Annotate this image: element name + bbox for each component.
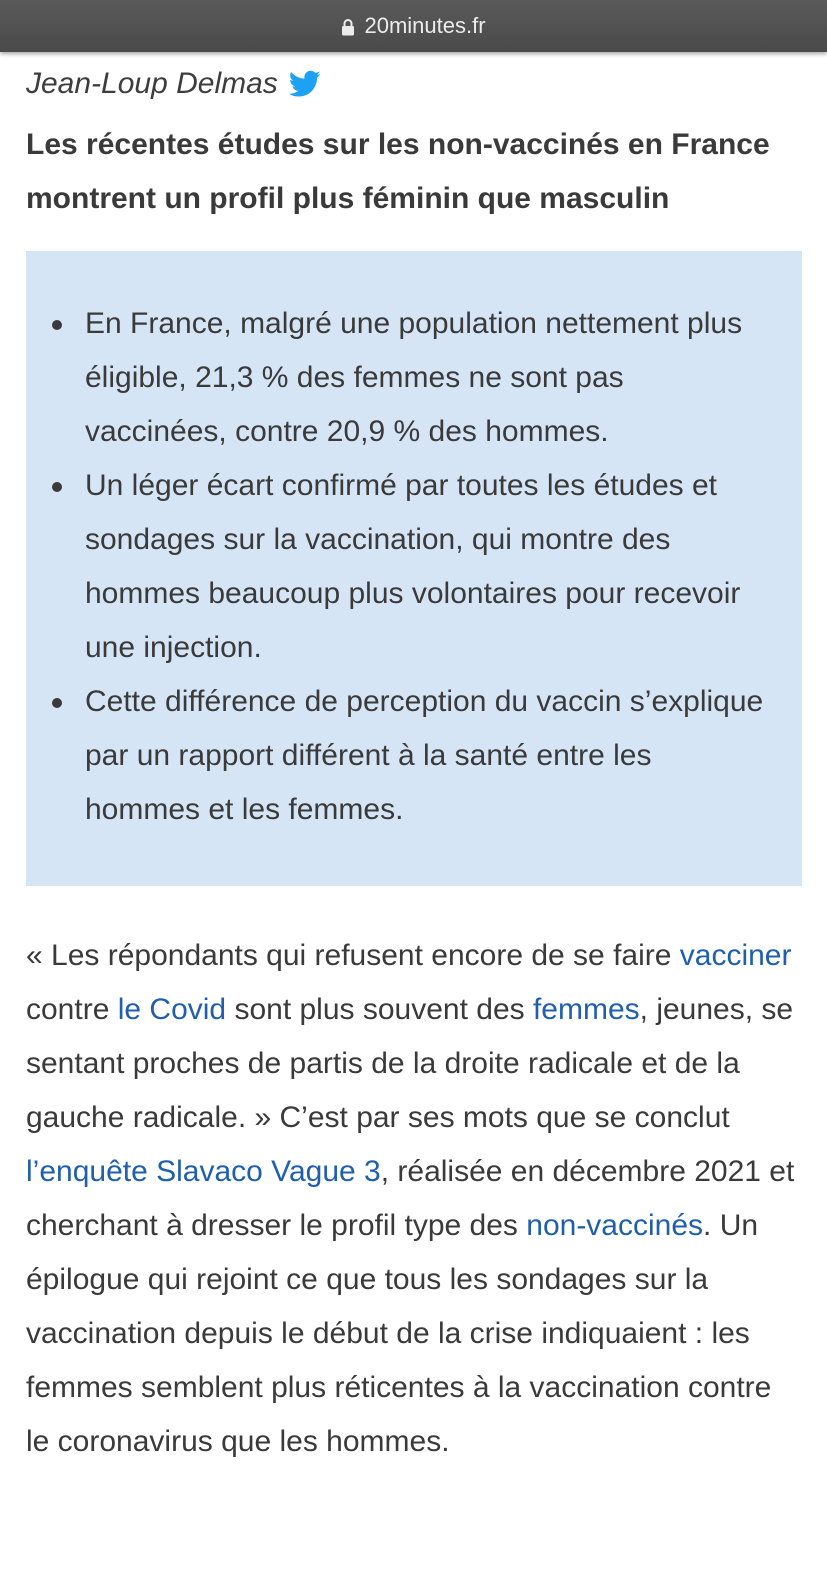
summary-item bbox=[48, 297, 772, 459]
paragraph-text: sont plus souvent des bbox=[226, 993, 533, 1026]
article bbox=[26, 52, 802, 1499]
summary-item bbox=[48, 459, 772, 675]
paragraph-text: . Un épilogue qui rejoint ce que tous les sondages sur la vaccination depuis le début de la crise indiquaient : les femmes semblent plus réticentes à la vaccination contre le coronavirus que les hommes. bbox=[26, 1209, 772, 1458]
summary-item-text: En France, malgré une population nettement plus éligible, 21,3 % des femmes ne sont pas vaccinées, contre 20,9 % des hommes. bbox=[85, 307, 743, 448]
bullet-icon bbox=[52, 320, 62, 330]
bullet-icon bbox=[52, 482, 62, 492]
author-name[interactable]: Jean-Loup Delmas bbox=[26, 67, 278, 100]
paragraph-text: , réalisée en décembre 2021 et cherchant à dresser le profil type des bbox=[26, 1155, 795, 1242]
summary-list bbox=[48, 297, 772, 837]
summary-item bbox=[48, 675, 772, 837]
article-summary-box bbox=[26, 251, 802, 886]
link-non-vaccines[interactable]: non-vaccinés bbox=[526, 1209, 704, 1242]
link-enquete-slavaco[interactable]: l’enquête Slavaco Vague 3 bbox=[26, 1155, 381, 1188]
article-paragraph bbox=[26, 929, 802, 1469]
paragraph-text: , jeunes, se sentant proches de partis de la droite radicale et de la gauche radicale. » C’est par ses mots que se conclut bbox=[26, 993, 794, 1134]
paragraph-text: « Les répondants qui refusent encore de se faire bbox=[26, 939, 680, 972]
link-le-covid[interactable]: le Covid bbox=[117, 993, 227, 1026]
link-femmes[interactable]: femmes bbox=[532, 993, 640, 1026]
lock-icon bbox=[341, 16, 355, 34]
url-text[interactable]: 20minutes.fr bbox=[364, 13, 486, 38]
browser-address-bar[interactable] bbox=[0, 0, 827, 52]
author-line bbox=[26, 66, 802, 102]
article-title: Les récentes études sur les non-vaccinés en France montrent un profil plus féminin que masculin bbox=[26, 128, 770, 215]
summary-item-text: Cette différence de perception du vaccin s’explique par un rapport différent à la santé entre les hommes et les femmes. bbox=[85, 685, 764, 826]
paragraph-text: contre bbox=[26, 993, 118, 1026]
summary-item-text: Un léger écart confirmé par toutes les études et sondages sur la vaccination, qui montre des hommes beaucoup plus volontaires pour recevoir une injection. bbox=[85, 469, 741, 664]
link-vacciner[interactable]: vacciner bbox=[679, 939, 792, 972]
twitter-bird-icon[interactable] bbox=[289, 70, 321, 98]
bullet-icon bbox=[52, 698, 62, 708]
